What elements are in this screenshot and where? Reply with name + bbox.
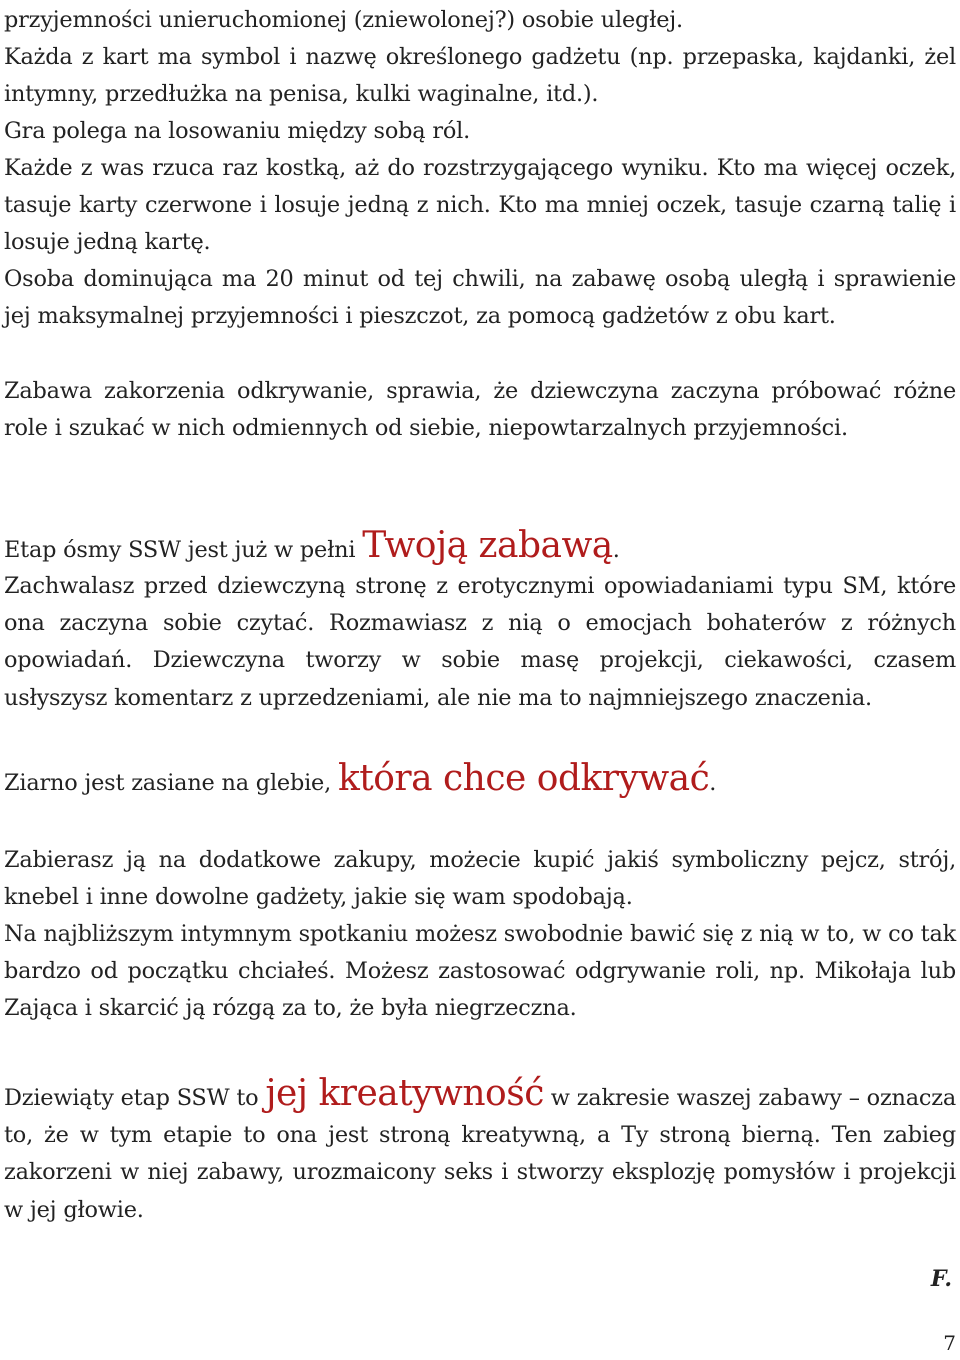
paragraph-discovery: Zabawa zakorzenia odkrywanie, sprawia, że dziewczyna zaczyna próbować różne role i szukać w nich odmiennych od siebie, niepowtarzalnych przyjemności. — [4, 378, 956, 442]
seed-sentence — [4, 760, 956, 802]
paragraph-cards: Każda z kart ma symbol i nazwę określonego gadżetu (np. przepaska, kajdanki, żel intymny, przedłużka na penisa, kulki waginalne, itd.). — [4, 44, 956, 108]
seed-intro: Ziarno jest zasiane na glebie, — [4, 770, 338, 796]
stage8-intro: Etap ósmy SSW jest już w pełni — [4, 537, 363, 563]
stage9-highlight: jej kreatywność — [265, 1073, 544, 1114]
paragraph-intro-end: przyjemności unieruchomionej (zniewolonej?) osobie uległej. — [4, 7, 683, 33]
stage8-end: . — [612, 537, 620, 563]
signature: F. — [930, 1266, 952, 1292]
paragraph-shopping: Zabierasz ją na dodatkowe zakupy, możecie kupić jakiś symboliczny pejcz, strój, knebel i inne dowolne gadżety, jakie się wam spodobają. — [4, 847, 956, 911]
paragraph-game-rules: Gra polega na losowaniu między sobą ról. — [4, 118, 470, 144]
paragraph-next-meeting: Na najbliższym intymnym spotkaniu możesz swobodnie bawić się z nią w to, w co tak bardzo od początku chciałeś. Możesz zastosować odgrywanie roli, np. Mikołaja lub Zająca i skarcić ją rózgą za to, że była niegrzeczna. — [4, 921, 956, 1022]
seed-highlight: która chce odkrywać — [337, 758, 710, 799]
stage8-highlight: Twoją zabawą — [362, 525, 613, 566]
stage9-body: w zakresie waszej zabawy – oznacza to, że w tym etapie to ona jest stroną kreatywną, a Ty stroną bierną. Ten zabieg zakorzeni w niej zabawy, urozmaicony seks i stworzy eksplozję pomysłów i projekcji w jej głowie. — [4, 1085, 956, 1223]
seed-end: . — [709, 770, 717, 796]
paragraph-dice: Każde z was rzuca raz kostką, aż do rozstrzygającego wyniku. Kto ma więcej oczek, tasuje karty czerwone i losuje jedną z nich. Kto ma mniej oczek, tasuje czarną talię i losuje jedną kartę. — [4, 155, 956, 256]
stage9-intro: Dziewiąty etap SSW to — [4, 1085, 266, 1111]
paragraph-dominant: Osoba dominująca ma 20 minut od tej chwili, na zabawę osobą uległą i sprawienie jej maksymalnej przyjemności i pieszczot, za pomocą gadżetów z obu kart. — [4, 266, 956, 330]
stage8-heading — [4, 527, 956, 569]
stage8-body: Zachwalasz przed dziewczyną stronę z erotycznymi opowiadaniami typu SM, które ona zaczyna sobie czytać. Rozmawiasz z nią o emocjach bohaterów z różnych opowiadań. Dziewczyna tworzy w sobie masę projekcji, ciekawości, czasem usłyszysz komentarz z uprzedzeniami, ale nie ma to najmniejszego znaczenia. — [4, 573, 956, 711]
stage9-paragraph — [4, 1075, 956, 1229]
page-number: 7 — [943, 1331, 956, 1355]
